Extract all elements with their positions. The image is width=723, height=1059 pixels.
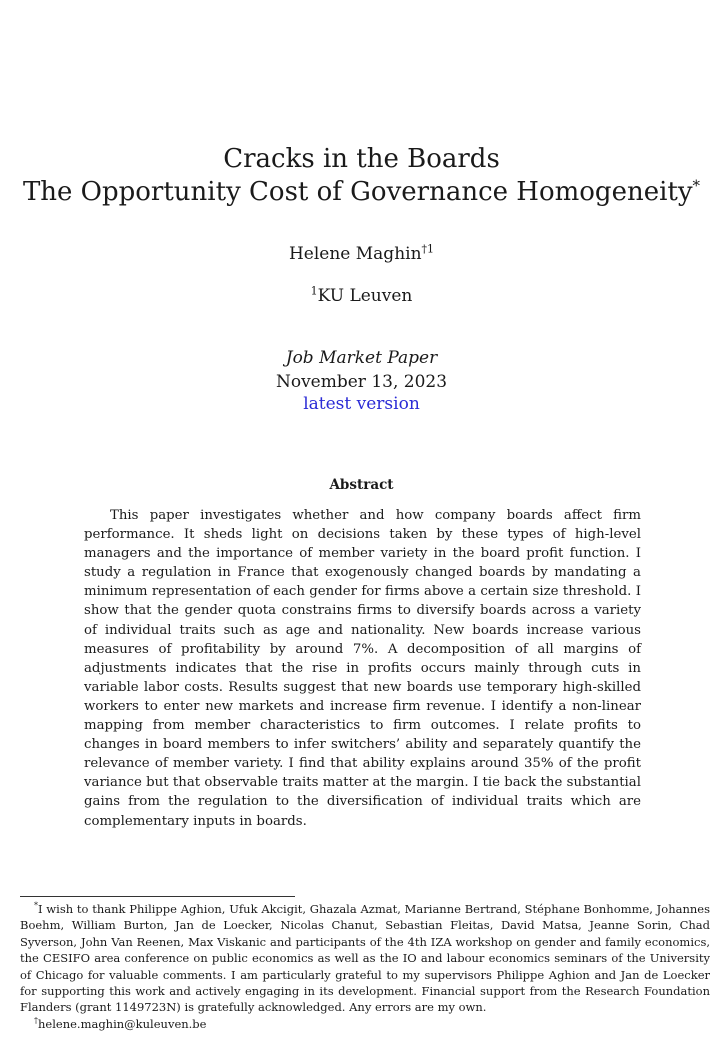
author-name: Helene Maghin: [288, 244, 422, 264]
title-footnote-mark: *: [692, 176, 701, 195]
title-line-2-text: The Opportunity Cost of Governance Homogeneity: [22, 177, 693, 207]
abstract-heading: Abstract: [329, 477, 394, 493]
footnotes: [20, 901, 710, 1032]
footnote-rule: [20, 896, 295, 897]
title-line-1: Cracks in the Boards: [223, 144, 500, 174]
acknowledgements-text: I wish to thank Philippe Aghion, Ufuk Akcigit, Ghazala Azmat, Marianne Bertrand, Stéphane Bonhomme, Johannes Boehm, William Burton, Jan de Loecker, Nicolas Chanut, Sebastian Fleitas, David Matsa, Jeanne Sorin, Chad Syverson, John Van Reenen, Max Viskanic and participants of the 4th IZA workshop on gender and family economics, the CESIFO area conference on public economics as well as the IO and labour economics seminars of the University of Chicago for valuable comments. I am particularly grateful to my supervisors Philippe Aghion and Jan de Loecker for supporting this work and actively engaging in its development. Financial support from the Research Foundation Flanders (grant 1149723N) is gratefully acknowledged. Any errors are my own.: [20, 902, 710, 1015]
email-footnote: [20, 1016, 710, 1032]
paper-title: [0, 143, 723, 209]
affiliation-name: KU Leuven: [317, 286, 413, 306]
author-marks: †1: [421, 242, 435, 256]
author-email: helene.maghin@kuleuven.be: [38, 1016, 207, 1031]
acknowledgements-mark: *: [34, 901, 38, 911]
abstract-text: This paper investigates whether and how company boards affect firm performance. It sheds light on decisions taken by these types of high-level managers and the importance of member variety in the board profit function. I study a regulation in France that exogenously changed boards by mandating a minimum representation of each gender for firms above a certain size threshold. I show that the gender quota constrains firms to diversify boards across a variety of individual traits such as age and nationality. New boards increase various measures of profitability by around 7%. A decomposition of all margins of adjustments indicates that the rise in profits occurs mainly through cuts in variable labor costs. Results suggest that new boards use temporary high-skilled workers to enter new markets and increase firm revenue. I identify a non-linear mapping from member characteristics to firm outcomes. I relate profits to changes in board members to infer switchers’ ability and separately quantify the relevance of member variety. I find that ability explains around 35% of the profit variance but that observable traits matter at the margin. I tie back the substantial gains from the regulation to the diversification of individual traits which are complementary inputs in boards.: [84, 508, 641, 829]
author: [0, 243, 723, 265]
title-line-2: [0, 176, 723, 209]
email-mark: †: [34, 1016, 38, 1026]
acknowledgements-footnote: [20, 901, 710, 1016]
affiliation: [0, 285, 723, 307]
paper-type: Job Market Paper: [285, 348, 438, 368]
affiliation-mark: 1: [310, 284, 318, 298]
latest-version-link[interactable]: latest version: [303, 394, 420, 414]
paper-date: November 13, 2023: [275, 372, 448, 392]
